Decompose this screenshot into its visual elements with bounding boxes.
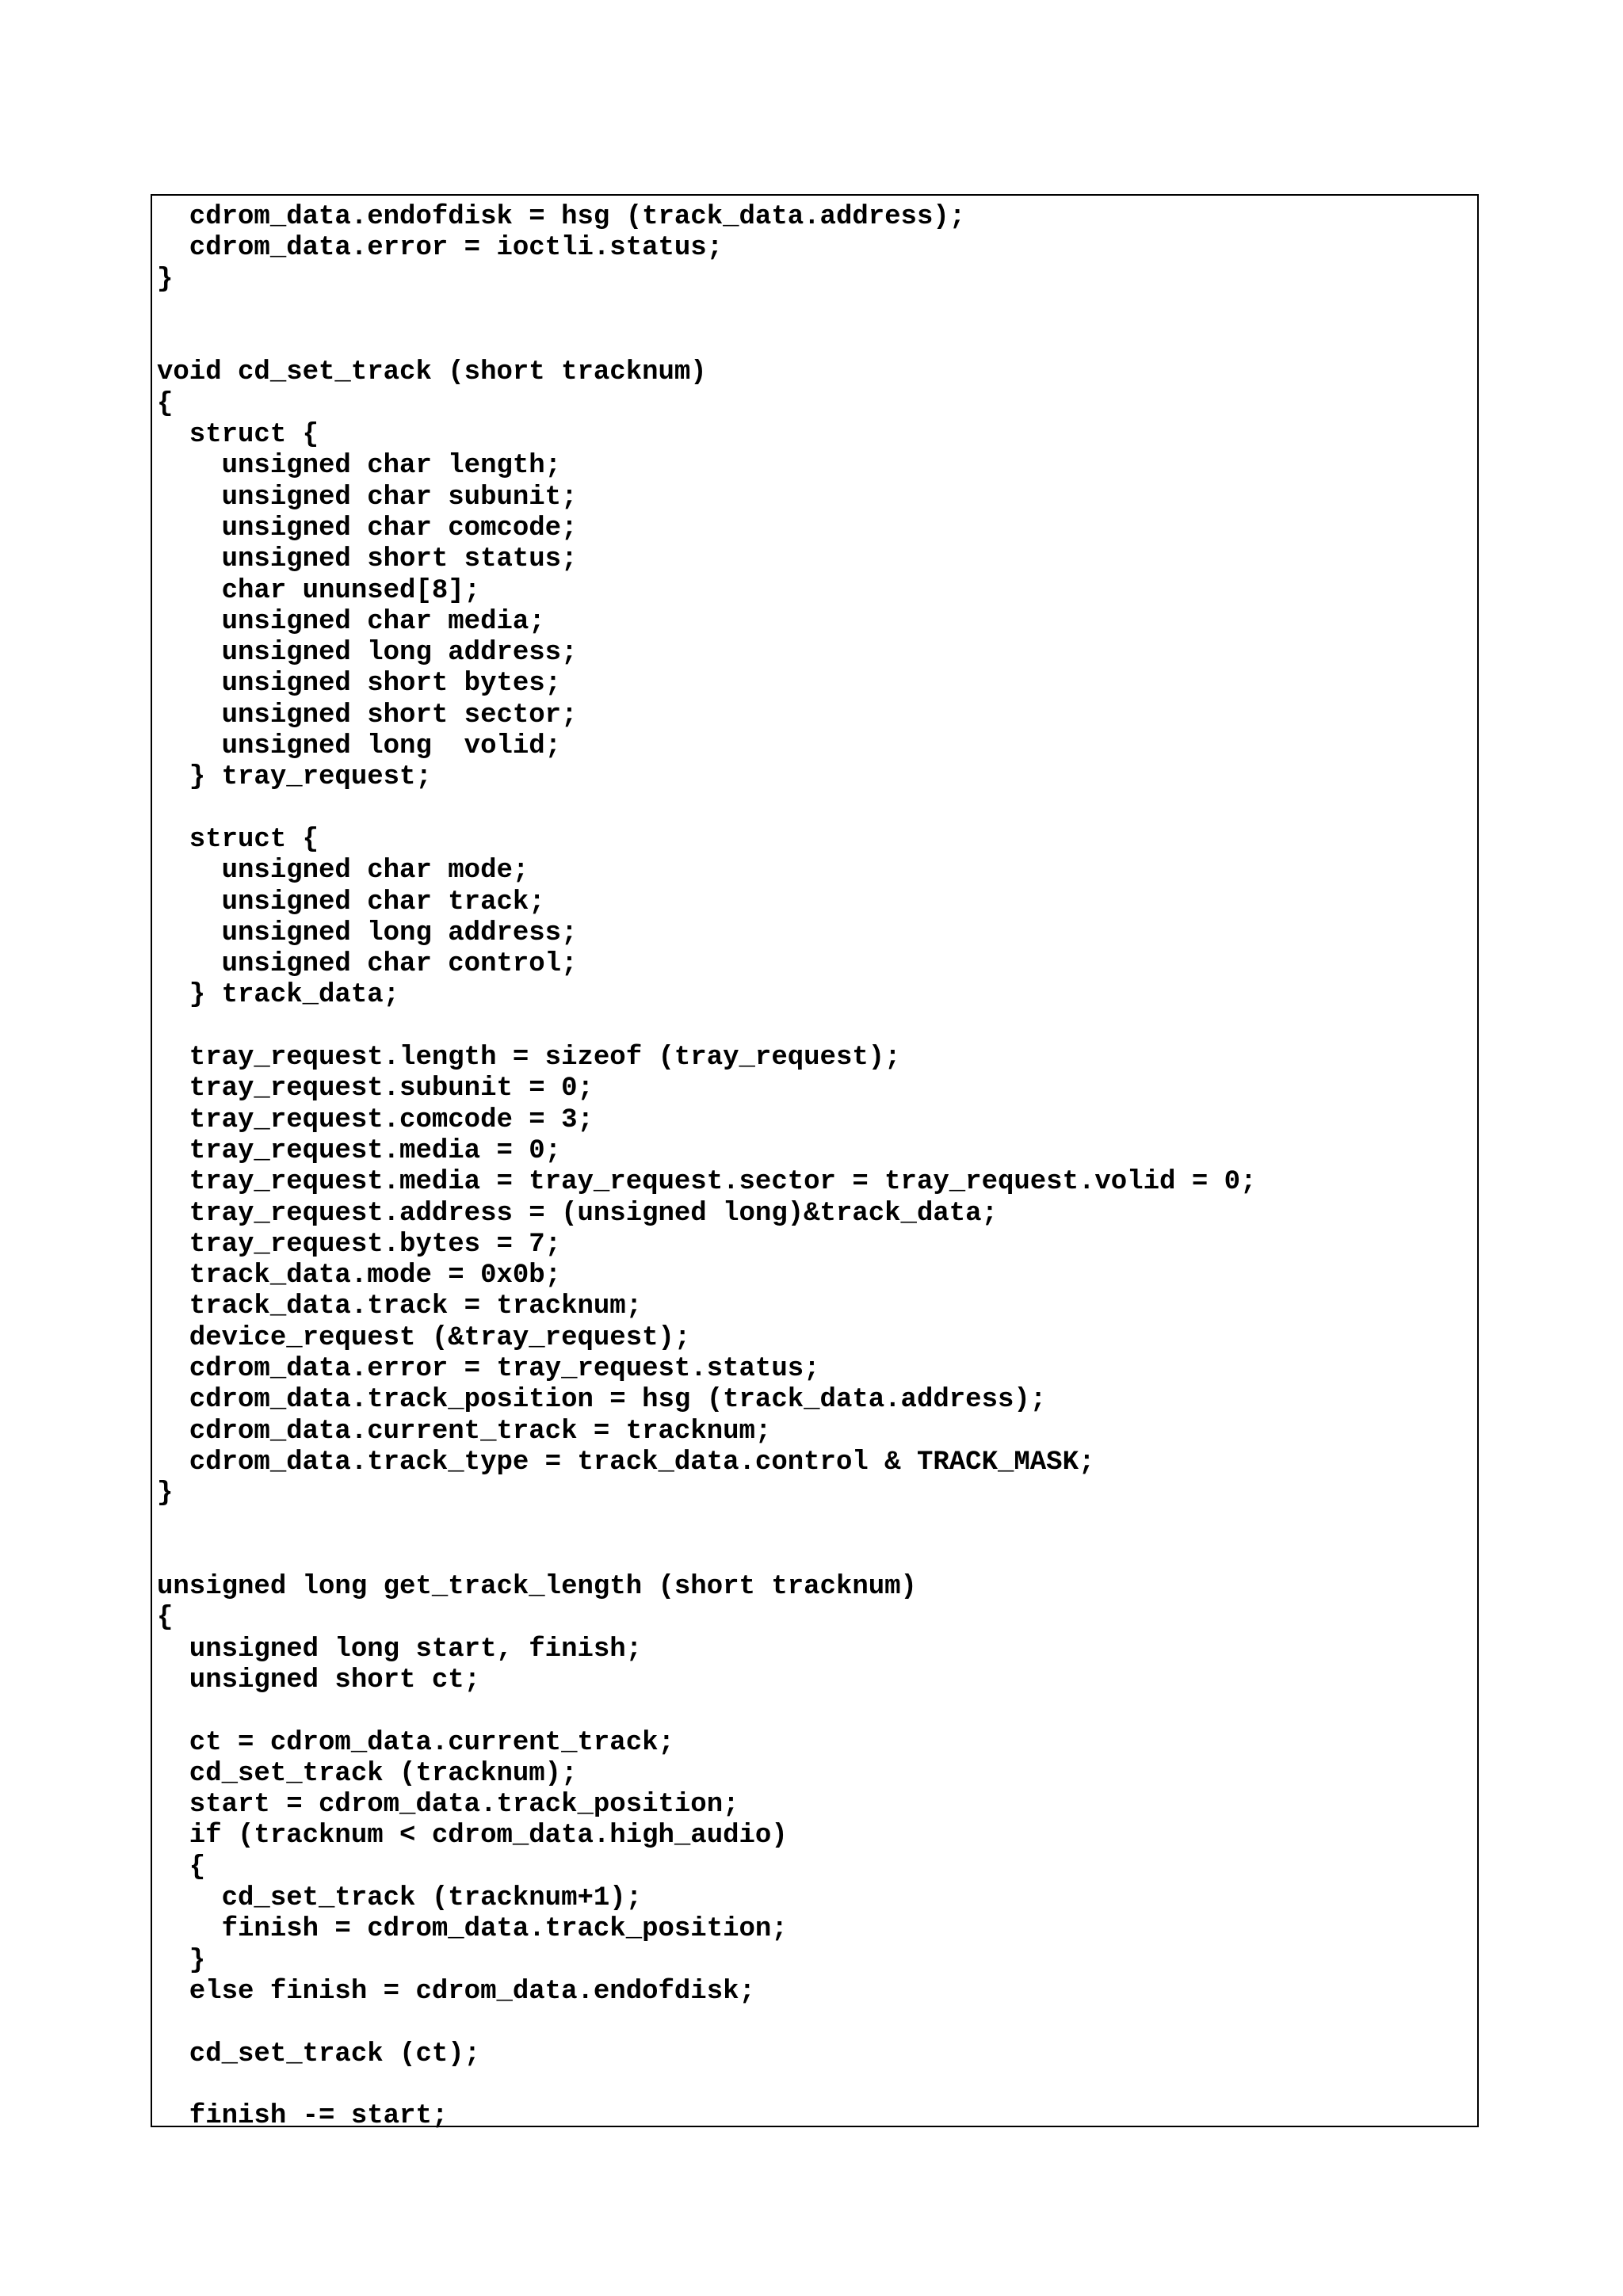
code-line: { — [157, 388, 174, 419]
code-line: cd_set_track (tracknum+1); — [157, 1883, 643, 1914]
code-line: start = cdrom_data.track_position; — [157, 1790, 739, 1821]
code-line: if (tracknum < cdrom_data.high_audio) — [157, 1821, 788, 1852]
code-line — [157, 1012, 1477, 1043]
code-line — [157, 1509, 1477, 1540]
code-line: unsigned char subunit; — [157, 482, 578, 513]
code-line: { — [157, 1603, 174, 1634]
code-line: unsigned char control; — [157, 949, 578, 980]
code-line: track_data.track = tracknum; — [157, 1291, 643, 1322]
code-line: unsigned short bytes; — [157, 669, 562, 700]
code-line — [157, 1696, 1477, 1727]
code-line — [157, 794, 1477, 825]
code-line: track_data.mode = 0x0b; — [157, 1261, 562, 1291]
code-line: cdrom_data.track_type = track_data.control & TRACK_MASK; — [157, 1447, 1095, 1478]
code-line: cd_set_track (ct); — [157, 2039, 481, 2069]
code-line: } tray_request; — [157, 762, 432, 793]
code-line: unsigned char comcode; — [157, 513, 578, 543]
code-line: cdrom_data.error = ioctli.status; — [157, 233, 724, 264]
code-line: unsigned char media; — [157, 606, 545, 637]
code-line: device_request (&tray_request); — [157, 1322, 691, 1353]
code-line: finish -= start; — [157, 2101, 449, 2132]
code-listing — [157, 202, 1477, 2132]
code-line: { — [157, 1852, 206, 1882]
code-line: } — [157, 264, 174, 295]
code-line: tray_request.media = tray_request.sector = tray_request.volid = 0; — [157, 1167, 1257, 1198]
code-line: tray_request.media = 0; — [157, 1135, 562, 1166]
code-line: tray_request.address = (unsigned long)&track_data; — [157, 1198, 998, 1229]
code-line: tray_request.comcode = 3; — [157, 1104, 594, 1135]
code-line — [157, 2070, 1477, 2101]
code-line: tray_request.bytes = 7; — [157, 1229, 562, 1260]
code-line: } track_data; — [157, 980, 400, 1011]
code-line: tray_request.length = sizeof (tray_request); — [157, 1043, 901, 1074]
code-line: char ununsed[8]; — [157, 575, 481, 606]
code-line — [157, 296, 1477, 326]
code-line: tray_request.subunit = 0; — [157, 1074, 594, 1104]
code-line: cdrom_data.track_position = hsg (track_data.address); — [157, 1385, 1047, 1416]
code-line — [157, 326, 1477, 357]
code-line: struct { — [157, 824, 319, 855]
code-line: unsigned char mode; — [157, 856, 529, 887]
code-listing-box — [151, 194, 1479, 2132]
code-line: unsigned long start, finish; — [157, 1634, 643, 1665]
code-line: unsigned short ct; — [157, 1665, 481, 1695]
code-line: else finish = cdrom_data.endofdisk; — [157, 1976, 755, 2007]
code-line — [157, 1541, 1477, 1572]
code-line: } — [157, 1945, 206, 1976]
code-line: unsigned long address; — [157, 638, 578, 669]
code-line: unsigned short status; — [157, 544, 578, 575]
code-line: ct = cdrom_data.current_track; — [157, 1727, 674, 1758]
code-line: unsigned char track; — [157, 887, 545, 917]
code-line: } — [157, 1478, 174, 1509]
code-line: unsigned long volid; — [157, 731, 562, 762]
code-line: finish = cdrom_data.track_position; — [157, 1914, 788, 1945]
code-line: struct { — [157, 420, 319, 451]
code-line: cdrom_data.error = tray_request.status; — [157, 1353, 820, 1384]
code-line: void cd_set_track (short tracknum) — [157, 357, 707, 388]
code-line: unsigned char length; — [157, 451, 562, 482]
code-line: cdrom_data.current_track = tracknum; — [157, 1416, 772, 1447]
code-line: unsigned long address; — [157, 917, 578, 948]
code-line: unsigned long get_track_length (short tracknum) — [157, 1572, 917, 1603]
code-line: unsigned short sector; — [157, 700, 578, 730]
code-line — [157, 2008, 1477, 2039]
code-line: cd_set_track (tracknum); — [157, 1758, 578, 1789]
code-line: cdrom_data.endofdisk = hsg (track_data.address); — [157, 202, 966, 232]
